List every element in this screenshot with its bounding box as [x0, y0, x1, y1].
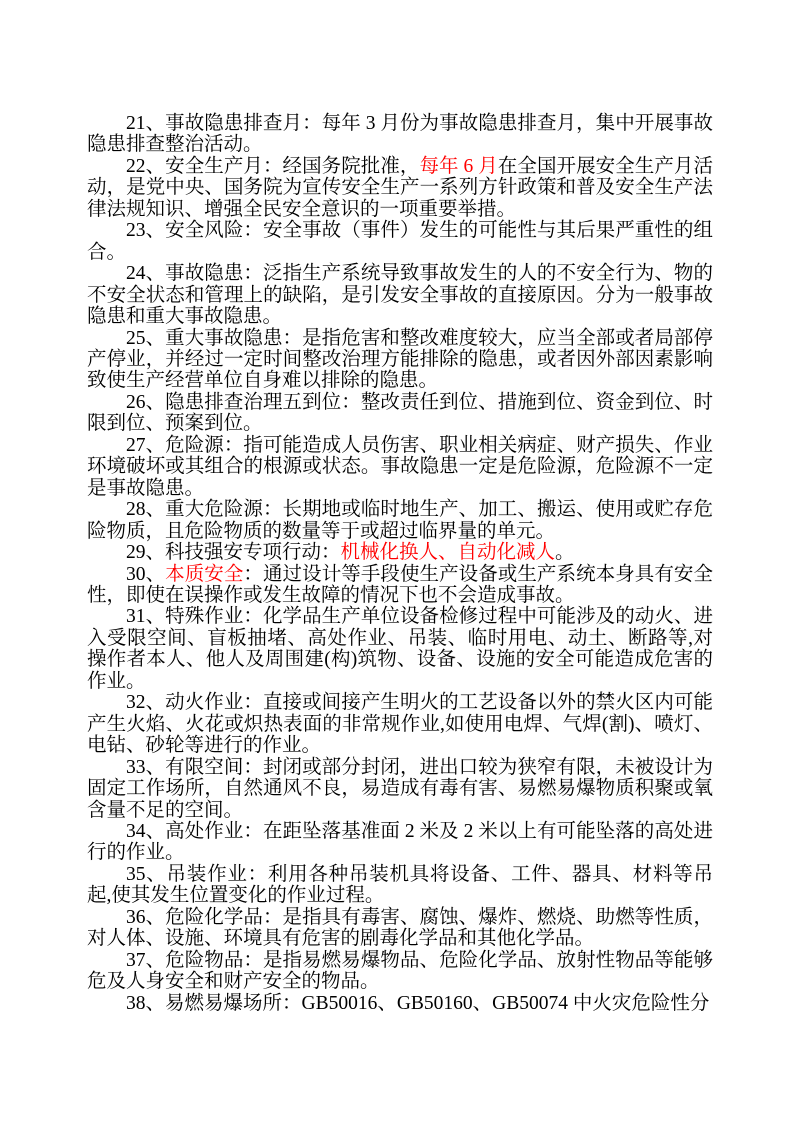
- text-run: 28、重大危险源：长期地或临时地生产、加工、搬运、使用或贮存危险物质，且危险物质的数量等于或超过临界量的单元。: [87, 499, 713, 542]
- text-run: 26、隐患排查治理五到位：整改责任到位、措施到位、资金到位、时限到位、预案到位。: [87, 391, 713, 435]
- highlighted-text-run: 本质安全: [165, 563, 244, 585]
- paragraph-item-27: [87, 435, 713, 499]
- paragraph-item-26: [87, 392, 713, 435]
- paragraph-item-22: [87, 156, 713, 220]
- text-run: 21、事故隐患排查月：每年 3 月份为事故隐患排查月，集中开展事故隐患排查整治活动。: [87, 113, 713, 156]
- paragraph-item-24: [87, 263, 713, 327]
- text-run: 35、吊装作业：利用各种吊装机具将设备、工件、器具、材料等吊起,使其发生位置变化的作业过程。: [87, 863, 713, 907]
- text-run: 24、事故隐患：泛指生产系统导致事故发生的人的不安全行为、物的不安全状态和管理上的缺陷，是引发安全事故的直接原因。分为一般事故隐患和重大事故隐患。: [87, 263, 713, 328]
- text-run: 38、易燃易爆场所：GB50016、GB50160、GB50074 中火灾危险性分: [126, 992, 710, 1014]
- text-run: 33、有限空间：封闭或部分封闭，进出口较为狭窄有限，未被设计为固定工作场所，自然通风不良，易造成有毒有害、易燃易爆物质积聚或氧含量不足的空间。: [87, 756, 713, 821]
- highlighted-text-run: 机械化换人、自动化减人: [340, 542, 556, 564]
- paragraph-item-25: [87, 328, 713, 392]
- text-run: 25、重大事故隐患：是指危害和整改难度较大，应当全部或者局部停产停业，并经过一定时间整改治理方能排除的隐患，或者因外部因素影响致使生产经营单位自身难以排除的隐患。: [87, 327, 713, 392]
- text-run: 37、危险物品：是指易燃易爆物品、危险化学品、放射性物品等能够危及人身安全和财产安全的物品。: [87, 949, 713, 993]
- text-run: ：通过设计等手段使生产设备或生产系统本身具有安全性，即使在误操作或发生故障的情况下也不会造成事故。: [87, 563, 713, 606]
- text-run: 36、危险化学品：是指具有毒害、腐蚀、爆炸、燃烧、助燃等性质，对人体、设施、环境具有危害的剧毒化学品和其他化学品。: [87, 906, 713, 950]
- paragraph-item-23: [87, 220, 713, 263]
- text-run: 34、高处作业：在距坠落基准面 2 米及 2 米以上有可能坠落的高处进行的作业。: [87, 820, 713, 864]
- paragraph-item-32: [87, 692, 713, 756]
- text-body: [87, 113, 713, 1014]
- paragraph-item-36: [87, 907, 713, 950]
- text-run: 31、特殊作业：化学品生产单位设备检修过程中可能涉及的动火、进入受限空间、盲板抽堵、高处作业、吊装、临时用电、动土、断路等,对操作者本人、他人及周围建(构)筑物、设备、设施的安全可能造成危害的作业。: [87, 606, 713, 692]
- paragraph-item-28: [87, 499, 713, 542]
- paragraph-item-31: [87, 606, 713, 692]
- text-run: 22、安全生产月：经国务院批准，: [126, 155, 420, 177]
- text-run: 27、危险源：指可能造成人员伤害、职业相关病症、财产损失、作业环境破坏或其组合的根源或状态。事故隐患一定是危险源，危险源不一定是事故隐患。: [87, 434, 713, 499]
- paragraph-item-30: [87, 564, 713, 607]
- paragraph-item-37: [87, 950, 713, 993]
- text-run: 23、安全风险：安全事故（事件）发生的可能性与其后果严重性的组合。: [87, 220, 713, 263]
- text-run: 。: [555, 542, 575, 564]
- paragraph-item-33: [87, 757, 713, 821]
- paragraph-item-21: [87, 113, 713, 156]
- text-run: 在全国开展安全生产月活动，是党中央、国务院为宣传安全生产一系列方针政策和普及安全生产法律法规知识、增强全民安全意识的一项重要举措。: [87, 155, 713, 220]
- text-run: 29、科技强安专项行动：: [126, 542, 341, 564]
- text-run: 30、: [126, 563, 166, 585]
- paragraph-item-38: [87, 993, 713, 1014]
- paragraph-item-34: [87, 821, 713, 864]
- highlighted-text-run: 每年 6 月: [419, 155, 498, 177]
- text-run: 32、动火作业：直接或间接产生明火的工艺设备以外的禁火区内可能产生火焰、火花或炽热表面的非常规作业,如使用电焊、气焊(割)、喷灯、电钻、砂轮等进行的作业。: [87, 692, 713, 757]
- paragraph-item-29: [87, 542, 713, 563]
- paragraph-item-35: [87, 864, 713, 907]
